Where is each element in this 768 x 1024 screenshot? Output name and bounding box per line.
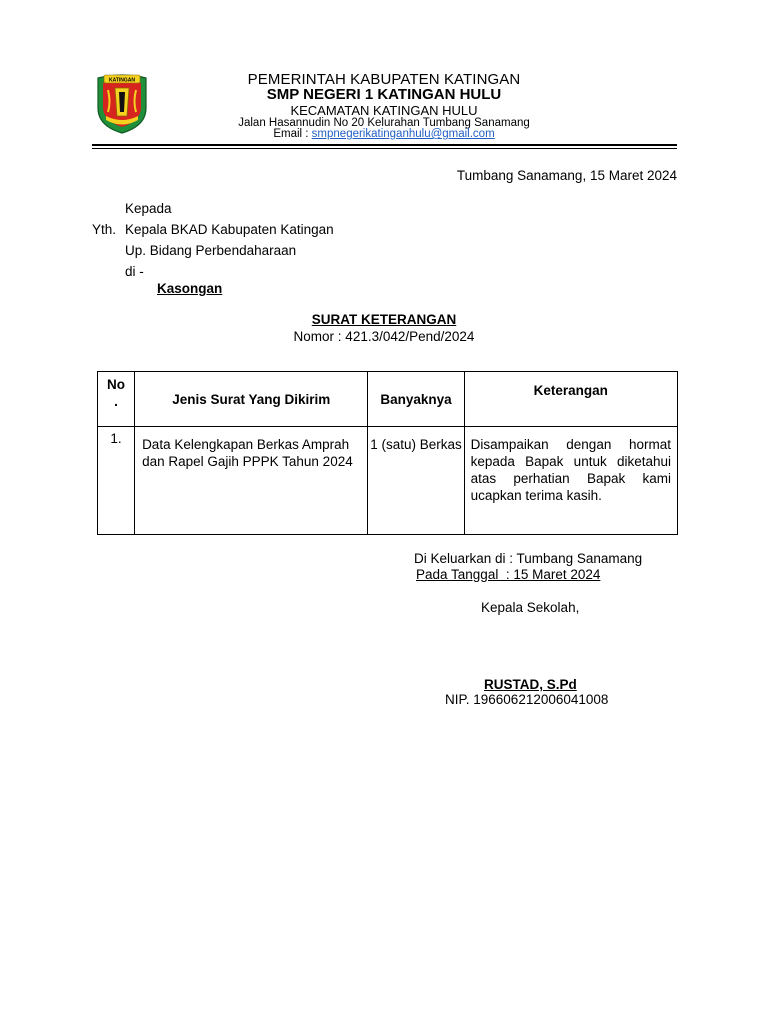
- header-no-label: No .: [107, 377, 126, 409]
- email-line: [0, 128, 768, 140]
- yth-label: Yth.: [92, 222, 117, 237]
- header-banyaknya: Banyaknya: [368, 372, 464, 427]
- email-label: Email :: [273, 128, 312, 140]
- table-header-row: [98, 372, 678, 427]
- recipient: Kepala BKAD Kabupaten Katingan: [125, 222, 334, 237]
- signer-position: Kepala Sekolah,: [481, 600, 580, 615]
- issued-on: Pada Tanggal : 15 Maret 2024: [416, 567, 601, 582]
- header-keterangan: Keterangan: [464, 372, 677, 427]
- letter-title: SURAT KETERANGAN: [311, 312, 457, 327]
- email-link[interactable]: smpnegerikatinganhulu@gmail.com: [311, 128, 495, 140]
- documents-table: [97, 371, 678, 535]
- letter-number: Nomor : 421.3/042/Pend/2024: [293, 329, 475, 344]
- emblem-lettering: KATINGAN: [108, 77, 136, 84]
- cell-no: 1.: [98, 427, 135, 535]
- recipient-city: Kasongan: [157, 281, 223, 296]
- header-no: [98, 372, 135, 427]
- to-label: Kepada: [125, 201, 172, 216]
- letterhead-rule-thin: [92, 148, 677, 149]
- signer-nip: NIP. 196606212006041008: [445, 692, 609, 707]
- table-row: [98, 427, 678, 535]
- cell-keterangan: Disampaikan dengan hormat kepada Bapak untuk diketahui atas perhatian Bapak kami ucapkan terima kasih.: [464, 427, 677, 535]
- at-label: di -: [125, 264, 144, 279]
- place-date: Tumbang Sanamang, 15 Maret 2024: [456, 168, 677, 183]
- school-address: Jalan Hasannudin No 20 Kelurahan Tumbang Sanamang: [238, 117, 530, 129]
- letterhead-rule-thick: [92, 144, 677, 146]
- government-name: PEMERINTAH KABUPATEN KATINGAN: [247, 71, 521, 88]
- attention-line: Up. Bidang Perbendaharaan: [125, 243, 297, 258]
- signer-name: RUSTAD, S.Pd: [484, 677, 577, 692]
- header-jenis: Jenis Surat Yang Dikirim: [135, 372, 368, 427]
- issued-at: Di Keluarkan di : Tumbang Sanamang: [414, 551, 643, 566]
- cell-banyaknya: 1 (satu) Berkas: [368, 427, 464, 535]
- cell-jenis: Data Kelengkapan Berkas Amprah dan Rapel Gajih PPPK Tahun 2024: [135, 427, 368, 535]
- district-name: KECAMATAN KATINGAN HULU: [290, 103, 478, 118]
- school-name: SMP NEGERI 1 KATINGAN HULU: [266, 86, 502, 103]
